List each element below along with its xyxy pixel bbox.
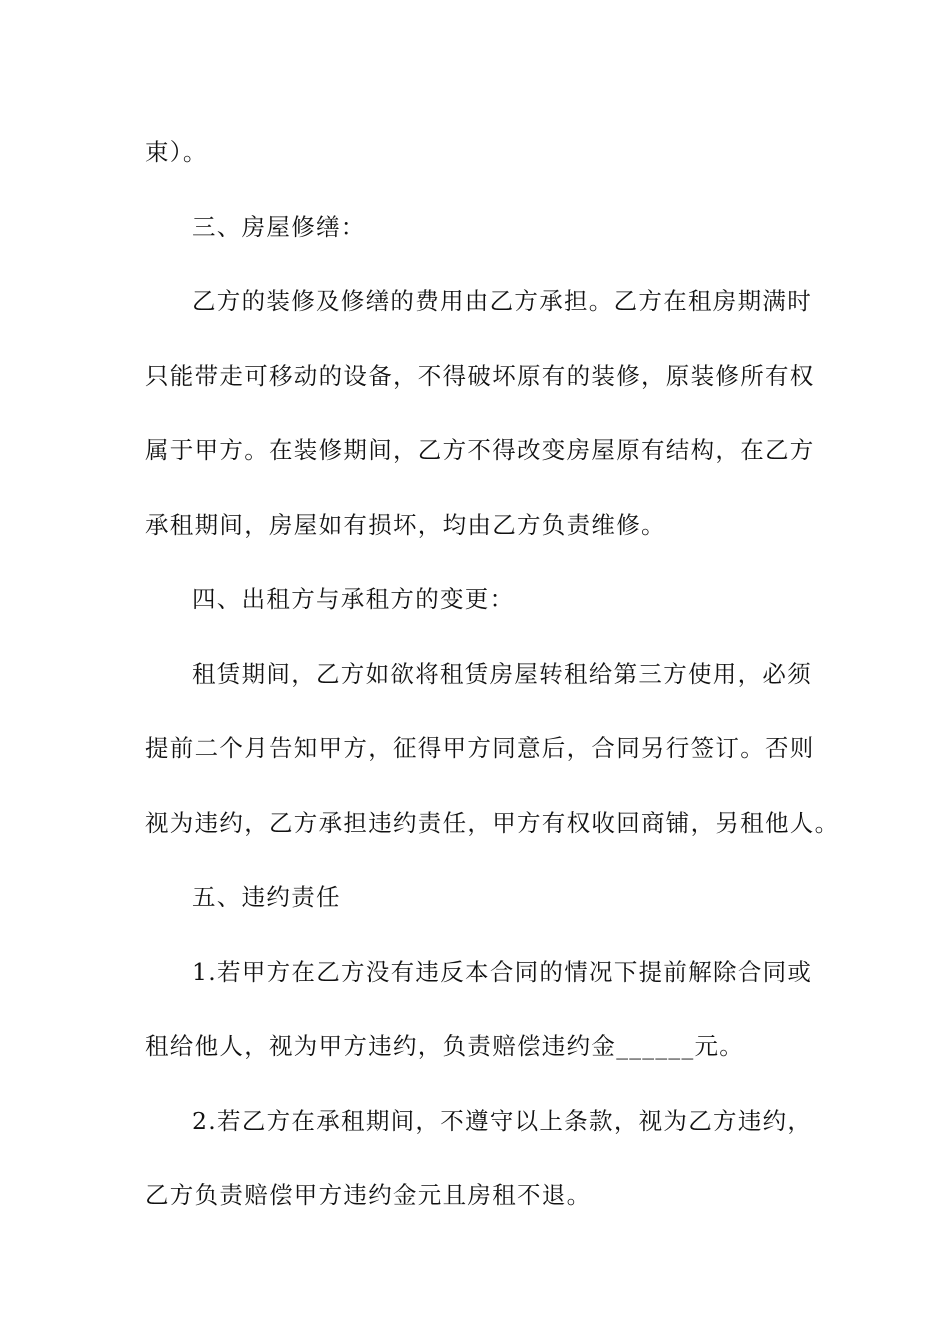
section-heading-liability: 五、违约责任 (192, 883, 341, 911)
text-line-5: 属于甲方。在装修期间，乙方不得改变房屋原有结构，在乙方 (145, 436, 815, 464)
document-body (145, 127, 840, 1245)
text-line-1: 束）。 (145, 138, 208, 166)
text-line-14: 2.若乙方在承租期间，不遵守以上条款，视为乙方违约， (192, 1106, 813, 1135)
text-line-12: 1.若甲方在乙方没有违反本合同的情况下提前解除合同或 (192, 957, 813, 986)
section-heading-repairs: 三、房屋修缮： (192, 212, 366, 241)
text-line-6: 承租期间，房屋如有损坏，均由乙方负责维修。 (145, 510, 666, 539)
text-line-13: 租给他人，视为甲方违约，负责赔偿违约金______元。 (145, 1032, 745, 1060)
text-line-4: 只能带走可移动的设备，不得破坏原有的装修，原装修所有权 (145, 361, 815, 390)
text-line-9: 提前二个月告知甲方，征得甲方同意后，合同另行签订。否则 (145, 734, 815, 762)
text-line-8: 租赁期间，乙方如欲将租赁房屋转租给第三方使用，必须 (192, 659, 812, 688)
text-line-15: 乙方负责赔偿甲方违约金元且房租不退。 (145, 1181, 592, 1209)
section-heading-party-change: 四、出租方与承租方的变更： (192, 585, 515, 613)
text-line-10: 视为违约，乙方承担违约责任，甲方有权收回商铺，另租他人。 (145, 808, 840, 837)
text-line-3: 乙方的装修及修缮的费用由乙方承担。乙方在租房期满时 (192, 287, 812, 315)
